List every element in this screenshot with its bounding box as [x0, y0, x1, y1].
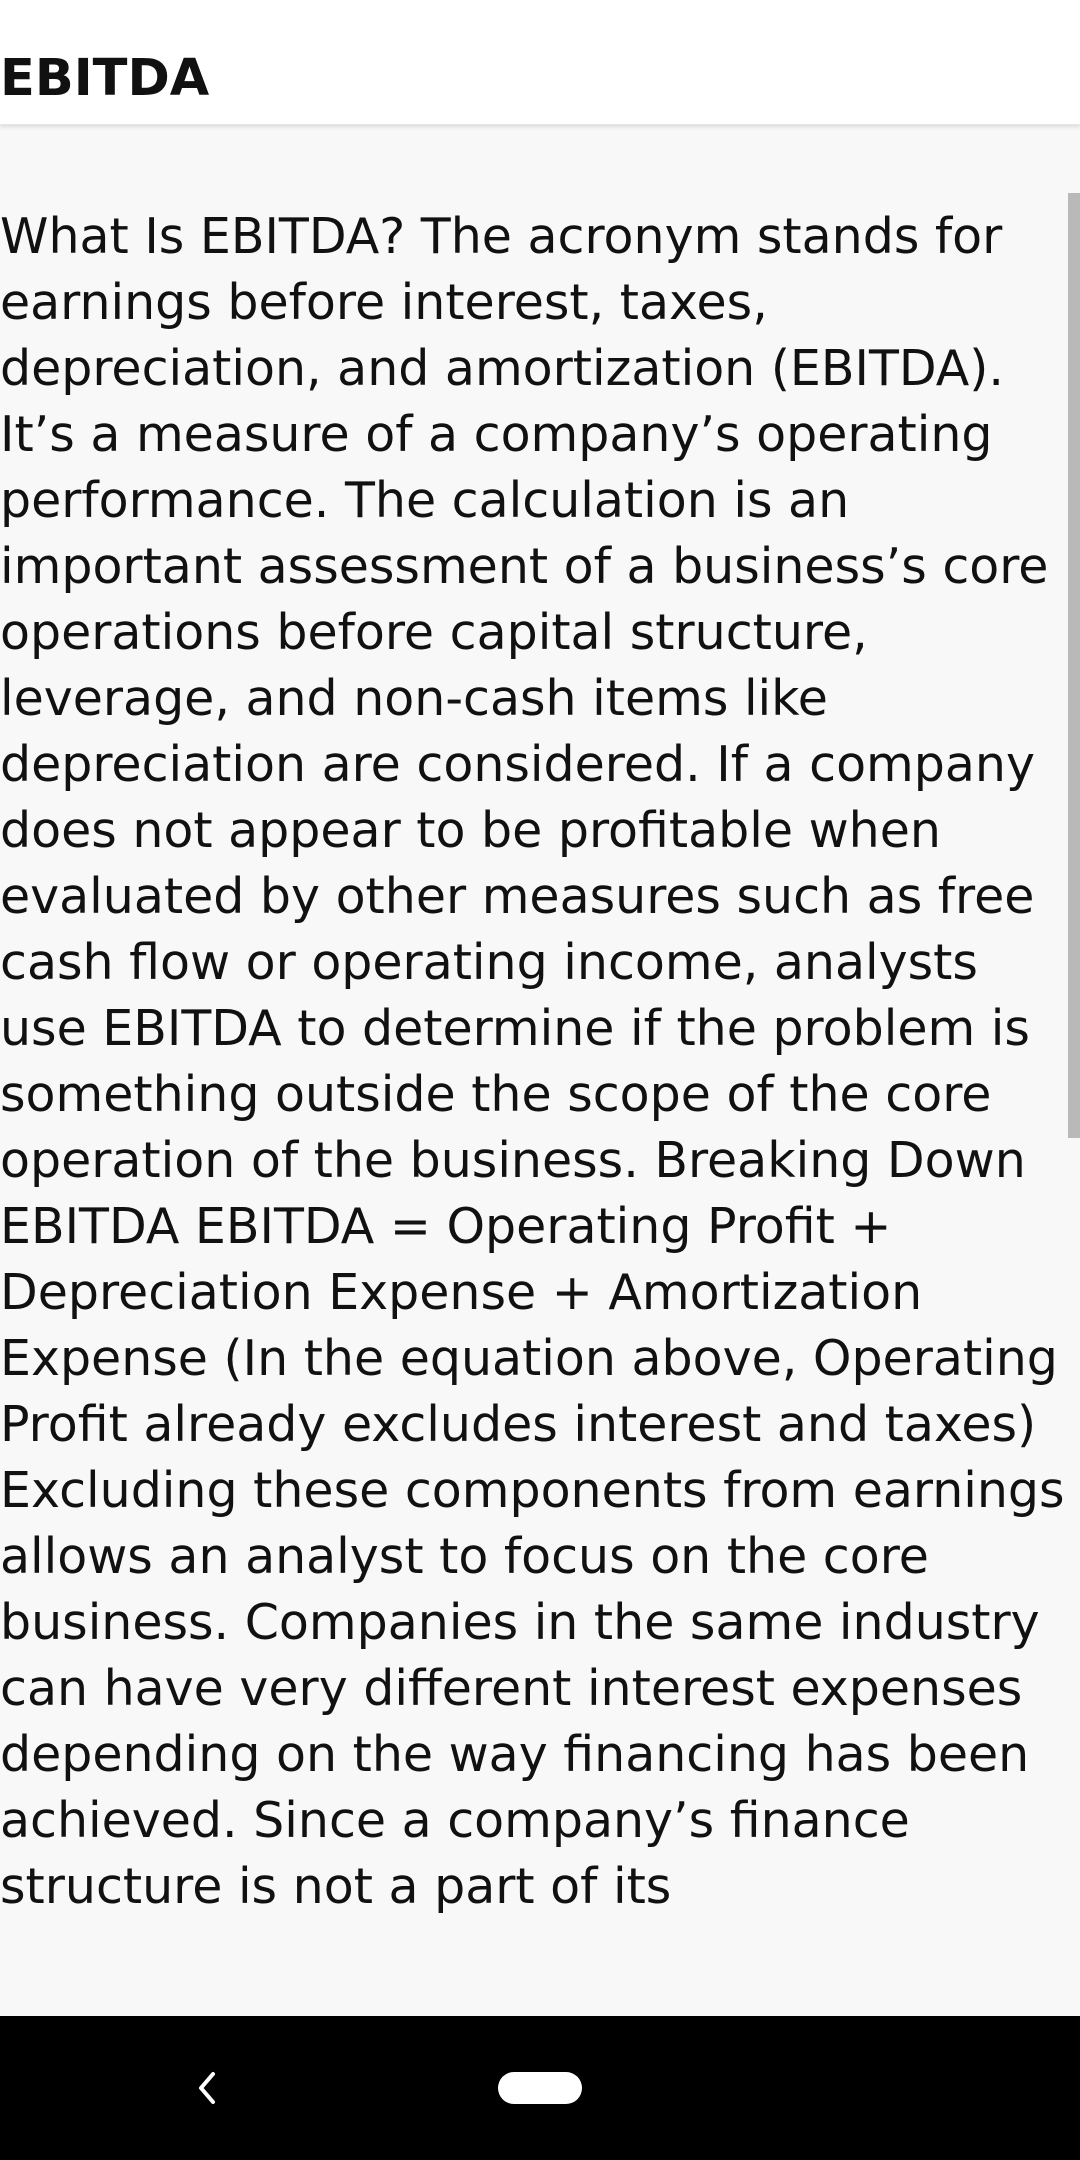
back-chevron-icon[interactable]: [186, 2066, 230, 2110]
vertical-scrollbar[interactable]: [1068, 193, 1080, 1138]
home-pill-icon[interactable]: [498, 2072, 582, 2104]
article-body-text: What Is EBITDA? The acronym stands for earnings before interest, taxes, depreciation, and amortization (EBITDA). It’s a measure of a company’s operating performance. The calculation is an important assessment of a business’s core operations before capital structure, leverage, and non-cash items like depreciation are considered. If a company does not appear to be profitable when evaluated by other measures such as free cash flow or operating income, analysts use EBITDA to determine if the problem is something outside the scope of the core operation of the business. Breaking Down EBITDA EBITDA = Operating Profit + Depreciation Expense + Amortization Expense (In the equation above, Operating Profit already excludes interest and taxes) Excluding these components from earnings allows an analyst to focus on the core business. Companies in the same industry can have very different interest expenses depending on the way financing has been achieved. Since a company’s finance structure is not a part of its: [0, 208, 1065, 1915]
article-scroll-view[interactable]: [0, 124, 1080, 2016]
page-title: EBITDA: [0, 49, 210, 108]
app-bar: [0, 0, 1080, 125]
